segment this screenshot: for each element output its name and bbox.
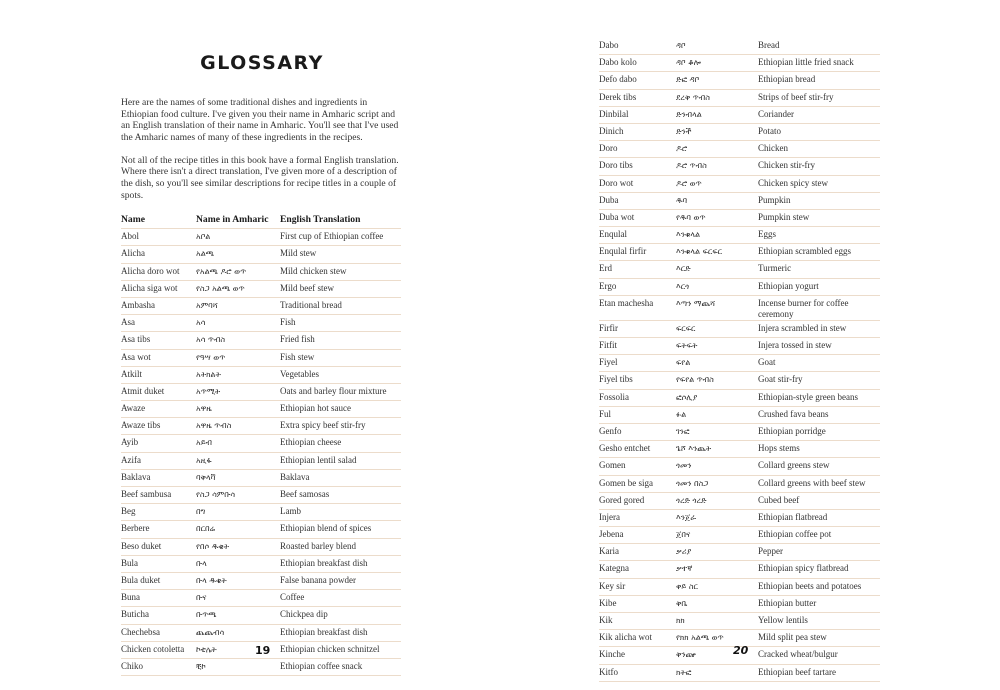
- term-english: Baklava: [280, 469, 401, 486]
- term-english: Ethiopian chicken schnitzel: [280, 641, 401, 658]
- term-name: Abol: [121, 229, 196, 246]
- term-amharic: አቦል: [196, 229, 280, 246]
- header-english: English Translation: [280, 212, 401, 229]
- intro-text: [121, 97, 406, 213]
- table-row: [121, 538, 401, 555]
- term-amharic: ጎረድ ጎረድ: [676, 492, 758, 509]
- table-row: [121, 229, 401, 246]
- table-row: [121, 469, 401, 486]
- table-row: [599, 664, 880, 681]
- table-row: [121, 452, 401, 469]
- term-amharic: እርድ: [676, 261, 758, 278]
- table-row: [121, 555, 401, 572]
- term-amharic: እንቁላል ፍርፍር: [676, 244, 758, 261]
- term-english: Ethiopian beets and potatoes: [758, 578, 880, 595]
- term-english: Coriander: [758, 106, 880, 123]
- table-row: [121, 349, 401, 366]
- term-english: Mild beef stew: [280, 280, 401, 297]
- table-row: [599, 475, 880, 492]
- term-amharic: አዋዜ ጥብስ: [196, 418, 280, 435]
- term-english: Chicken spicy stew: [758, 175, 880, 192]
- table-row: [599, 295, 880, 320]
- term-english: Crushed fava beans: [758, 406, 880, 423]
- term-english: Ethiopian hot sauce: [280, 401, 401, 418]
- term-name: Bula duket: [121, 572, 196, 589]
- term-amharic: ቃሪያ: [676, 544, 758, 561]
- term-english: Ethiopian lentil salad: [280, 452, 401, 469]
- table-row: [599, 372, 880, 389]
- table-row: [599, 527, 880, 544]
- term-name: Awaze: [121, 401, 196, 418]
- table-row: [599, 227, 880, 244]
- term-english: Injera tossed in stew: [758, 338, 880, 355]
- term-amharic: ቀይ ስር: [676, 578, 758, 595]
- table-row: [599, 338, 880, 355]
- term-amharic: የስጋ ሳምቡሳ: [196, 487, 280, 504]
- term-amharic: ክትፎ: [676, 664, 758, 681]
- table-row: [599, 38, 880, 55]
- term-name: Enqulal firfir: [599, 244, 676, 261]
- term-english: Oats and barley flour mixture: [280, 383, 401, 400]
- term-name: Alicha: [121, 246, 196, 263]
- table-row: [599, 175, 880, 192]
- term-name: Doro tibs: [599, 158, 676, 175]
- table-row: [121, 297, 401, 314]
- table-row: [599, 158, 880, 175]
- term-english: Chickpea dip: [280, 607, 401, 624]
- table-row: [599, 406, 880, 423]
- term-name: Gored gored: [599, 492, 676, 509]
- term-amharic: ዱባ: [676, 192, 758, 209]
- term-amharic: ፍትፍት: [676, 338, 758, 355]
- table-row: [599, 278, 880, 295]
- table-row: [599, 123, 880, 140]
- term-english: Cracked wheat/bulgur: [758, 647, 880, 664]
- term-english: Ethiopian butter: [758, 595, 880, 612]
- term-name: Firfir: [599, 320, 676, 337]
- term-english: Ethiopian breakfast dish: [280, 624, 401, 641]
- page-title: GLOSSARY: [200, 52, 324, 74]
- term-english: Ethiopian blend of spices: [280, 521, 401, 538]
- term-amharic: ፎሶሊያ: [676, 389, 758, 406]
- term-name: Ayib: [121, 435, 196, 452]
- term-english: Ethiopian-style green beans: [758, 389, 880, 406]
- term-name: Atmit duket: [121, 383, 196, 400]
- table-row: [599, 209, 880, 226]
- term-english: Lamb: [280, 504, 401, 521]
- term-name: Dinbilal: [599, 106, 676, 123]
- term-name: Atkilt: [121, 366, 196, 383]
- term-amharic: የዱባ ወጥ: [676, 209, 758, 226]
- term-english: Eggs: [758, 227, 880, 244]
- term-name: Kibe: [599, 595, 676, 612]
- term-english: Beef samosas: [280, 487, 401, 504]
- table-row: [121, 246, 401, 263]
- term-amharic: ድንብላል: [676, 106, 758, 123]
- table-row: [599, 423, 880, 440]
- table-row: [599, 441, 880, 458]
- term-name: Baklava: [121, 469, 196, 486]
- table-row: [121, 487, 401, 504]
- term-amharic: ፍየል: [676, 355, 758, 372]
- term-english: Pumpkin: [758, 192, 880, 209]
- term-english: Ethiopian flatbread: [758, 509, 880, 526]
- term-amharic: ጎመን: [676, 458, 758, 475]
- term-amharic: ድፎ ዳቦ: [676, 72, 758, 89]
- term-amharic: የክክ አልጫ ወጥ: [676, 630, 758, 647]
- term-name: Fiyel tibs: [599, 372, 676, 389]
- table-row: [599, 55, 880, 72]
- term-amharic: እንቁላል: [676, 227, 758, 244]
- term-name: Beg: [121, 504, 196, 521]
- term-name: Ergo: [599, 278, 676, 295]
- term-english: Goat stir-fry: [758, 372, 880, 389]
- term-name: Duba: [599, 192, 676, 209]
- term-name: Beso duket: [121, 538, 196, 555]
- table-row: [599, 192, 880, 209]
- term-english: Mild chicken stew: [280, 263, 401, 280]
- term-name: Genfo: [599, 423, 676, 440]
- term-english: Ethiopian cheese: [280, 435, 401, 452]
- term-name: Duba wot: [599, 209, 676, 226]
- term-name: Key sir: [599, 578, 676, 595]
- term-name: Alicha siga wot: [121, 280, 196, 297]
- table-row: [599, 544, 880, 561]
- table-row: [121, 315, 401, 332]
- term-name: Azifa: [121, 452, 196, 469]
- term-name: Dinich: [599, 123, 676, 140]
- term-english: Goat: [758, 355, 880, 372]
- term-amharic: አዚፋ: [196, 452, 280, 469]
- table-row: [121, 263, 401, 280]
- term-name: Berbere: [121, 521, 196, 538]
- table-row: [121, 572, 401, 589]
- term-name: Injera: [599, 509, 676, 526]
- term-amharic: ዳቦ ቆሎ: [676, 55, 758, 72]
- term-english: Collard greens with beef stew: [758, 475, 880, 492]
- term-name: Gesho entchet: [599, 441, 676, 458]
- table-row: [599, 72, 880, 89]
- page-number: 20: [733, 644, 749, 657]
- table-row: [599, 561, 880, 578]
- table-row: [121, 418, 401, 435]
- term-english: Vegetables: [280, 366, 401, 383]
- term-english: Ethiopian little fried snack: [758, 55, 880, 72]
- term-name: Ful: [599, 406, 676, 423]
- term-amharic: ቡላ: [196, 555, 280, 572]
- term-amharic: ቃተኛ: [676, 561, 758, 578]
- term-amharic: አጥሚት: [196, 383, 280, 400]
- table-row: [121, 366, 401, 383]
- term-name: Chechebsa: [121, 624, 196, 641]
- table-row: [599, 613, 880, 630]
- term-name: Chicken cotoletta: [121, 641, 196, 658]
- table-row: [599, 355, 880, 372]
- table-header-row: [121, 212, 401, 229]
- page-number: 19: [255, 644, 271, 657]
- term-name: Asa tibs: [121, 332, 196, 349]
- term-amharic: የፍየል ጥብስ: [676, 372, 758, 389]
- term-english: Cubed beef: [758, 492, 880, 509]
- term-english: Hops stems: [758, 441, 880, 458]
- table-row: [599, 595, 880, 612]
- term-amharic: ፉል: [676, 406, 758, 423]
- term-amharic: የስጋ አልጫ ወጥ: [196, 280, 280, 297]
- table-row: [121, 504, 401, 521]
- term-english: Chicken: [758, 141, 880, 158]
- term-name: Gomen: [599, 458, 676, 475]
- term-amharic: ጎመን በስጋ: [676, 475, 758, 492]
- right-page: [500, 0, 1000, 690]
- term-name: Kik alicha wot: [599, 630, 676, 647]
- term-amharic: አሳ ጥብስ: [196, 332, 280, 349]
- table-row: [121, 607, 401, 624]
- table-row: [599, 492, 880, 509]
- term-name: Doro: [599, 141, 676, 158]
- term-english: Incense burner for coffee ceremony: [758, 295, 880, 320]
- term-name: Kategna: [599, 561, 676, 578]
- term-amharic: በግ: [196, 504, 280, 521]
- table-row: [599, 141, 880, 158]
- term-english: Chicken stir-fry: [758, 158, 880, 175]
- intro-paragraph: Here are the names of some traditional dishes and ingredients in Ethiopian food culture. I've given you their name in Amharic script and an English translation of their name in Amharic. You'll see that I've used the Amharic names of many of these ingredients in the recipes.: [121, 97, 399, 143]
- table-row: [121, 590, 401, 607]
- term-name: Fiyel: [599, 355, 676, 372]
- term-amharic: እርጎ: [676, 278, 758, 295]
- table-row: [121, 280, 401, 297]
- term-name: Kik: [599, 613, 676, 630]
- term-name: Bula: [121, 555, 196, 572]
- term-english: Roasted barley blend: [280, 538, 401, 555]
- term-amharic: ቡላ ዱቄት: [196, 572, 280, 589]
- term-name: Asa: [121, 315, 196, 332]
- term-english: Yellow lentils: [758, 613, 880, 630]
- term-english: First cup of Ethiopian coffee: [280, 229, 401, 246]
- term-amharic: ደረቅ ጥብስ: [676, 89, 758, 106]
- term-english: Ethiopian coffee snack: [280, 658, 401, 675]
- term-english: Ethiopian porridge: [758, 423, 880, 440]
- term-english: Collard greens stew: [758, 458, 880, 475]
- term-name: Etan machesha: [599, 295, 676, 320]
- term-name: Defo dabo: [599, 72, 676, 89]
- table-row: [599, 320, 880, 337]
- term-amharic: የበሶ ዱቄት: [196, 538, 280, 555]
- term-name: Enqulal: [599, 227, 676, 244]
- term-amharic: የአልጫ ዶሮ ወጥ: [196, 263, 280, 280]
- glossary-table-left: [121, 212, 401, 676]
- table-row: [121, 658, 401, 675]
- table-row: [121, 383, 401, 400]
- term-name: Karia: [599, 544, 676, 561]
- term-amharic: ዶሮ ወጥ: [676, 175, 758, 192]
- term-english: Coffee: [280, 590, 401, 607]
- term-amharic: አምባሻ: [196, 297, 280, 314]
- term-amharic: ጌሾ እንጨት: [676, 441, 758, 458]
- table-row: [599, 106, 880, 123]
- table-row: [121, 521, 401, 538]
- term-name: Fossolia: [599, 389, 676, 406]
- term-name: Kinche: [599, 647, 676, 664]
- term-amharic: ቅቤ: [676, 595, 758, 612]
- header-amharic: Name in Amharic: [196, 212, 280, 229]
- term-amharic: ዶሮ: [676, 141, 758, 158]
- term-english: Traditional bread: [280, 297, 401, 314]
- term-amharic: አልጫ: [196, 246, 280, 263]
- term-name: Alicha doro wot: [121, 263, 196, 280]
- term-english: Mild split pea stew: [758, 630, 880, 647]
- table-row: [599, 578, 880, 595]
- term-name: Gomen be siga: [599, 475, 676, 492]
- term-amharic: አዋዜ: [196, 401, 280, 418]
- term-english: Ethiopian coffee pot: [758, 527, 880, 544]
- term-name: Buticha: [121, 607, 196, 624]
- term-name: Fitfit: [599, 338, 676, 355]
- term-amharic: አሳ: [196, 315, 280, 332]
- term-name: Ambasha: [121, 297, 196, 314]
- term-amharic: ጀበና: [676, 527, 758, 544]
- term-name: Jebena: [599, 527, 676, 544]
- table-row: [121, 401, 401, 418]
- term-amharic: ኮቲሌት: [196, 641, 280, 658]
- term-amharic: ቅንጬ: [676, 647, 758, 664]
- term-amharic: በርበሬ: [196, 521, 280, 538]
- term-english: Ethiopian yogurt: [758, 278, 880, 295]
- term-english: Bread: [758, 38, 880, 55]
- term-english: Pumpkin stew: [758, 209, 880, 226]
- table-row: [121, 435, 401, 452]
- term-amharic: ቡጥጫ: [196, 607, 280, 624]
- term-english: Fried fish: [280, 332, 401, 349]
- term-english: Potato: [758, 123, 880, 140]
- term-name: Awaze tibs: [121, 418, 196, 435]
- term-amharic: ክክ: [676, 613, 758, 630]
- term-english: Mild stew: [280, 246, 401, 263]
- term-english: Fish stew: [280, 349, 401, 366]
- term-name: Erd: [599, 261, 676, 278]
- term-english: Ethiopian breakfast dish: [280, 555, 401, 572]
- term-amharic: ፍርፍር: [676, 320, 758, 337]
- table-row: [599, 509, 880, 526]
- term-english: Ethiopian beef tartare: [758, 664, 880, 681]
- term-english: False banana powder: [280, 572, 401, 589]
- term-english: Strips of beef stir-fry: [758, 89, 880, 106]
- header-name: Name: [121, 212, 196, 229]
- term-english: Ethiopian spicy flatbread: [758, 561, 880, 578]
- term-name: Asa wot: [121, 349, 196, 366]
- term-english: Ethiopian bread: [758, 72, 880, 89]
- term-english: Injera scrambled in stew: [758, 320, 880, 337]
- term-amharic: እጣን ማጨሻ: [676, 295, 758, 320]
- term-english: Turmeric: [758, 261, 880, 278]
- term-amharic: ቺኮ: [196, 658, 280, 675]
- table-row: [599, 244, 880, 261]
- table-row: [599, 458, 880, 475]
- term-name: Dabo: [599, 38, 676, 55]
- term-english: Ethiopian scrambled eggs: [758, 244, 880, 261]
- term-amharic: ዳቦ: [676, 38, 758, 55]
- term-english: Extra spicy beef stir-fry: [280, 418, 401, 435]
- table-row: [121, 624, 401, 641]
- table-row: [599, 89, 880, 106]
- term-english: Pepper: [758, 544, 880, 561]
- term-amharic: የዓሣ ወጥ: [196, 349, 280, 366]
- term-name: Kitfo: [599, 664, 676, 681]
- term-amharic: ዶሮ ጥብስ: [676, 158, 758, 175]
- term-amharic: ባቅላቫ: [196, 469, 280, 486]
- term-amharic: ድንች: [676, 123, 758, 140]
- term-name: Chiko: [121, 658, 196, 675]
- term-amharic: አትክልት: [196, 366, 280, 383]
- table-row: [121, 332, 401, 349]
- term-amharic: ገንፎ: [676, 423, 758, 440]
- term-amharic: ጨጨብሳ: [196, 624, 280, 641]
- term-name: Derek tibs: [599, 89, 676, 106]
- term-name: Dabo kolo: [599, 55, 676, 72]
- table-row: [599, 261, 880, 278]
- term-amharic: ቡና: [196, 590, 280, 607]
- term-amharic: እንጀራ: [676, 509, 758, 526]
- glossary-table-right: [599, 38, 880, 682]
- table-row: [599, 389, 880, 406]
- term-amharic: አይብ: [196, 435, 280, 452]
- intro-paragraph: Not all of the recipe titles in this book have a formal English translation. Where there isn't a direct translation, I've given more of a description of the dish, so you'll see similar descriptions for recipe titles in a couple of spots.: [121, 154, 399, 201]
- term-name: Doro wot: [599, 175, 676, 192]
- term-name: Buna: [121, 590, 196, 607]
- term-english: Fish: [280, 315, 401, 332]
- term-name: Beef sambusa: [121, 487, 196, 504]
